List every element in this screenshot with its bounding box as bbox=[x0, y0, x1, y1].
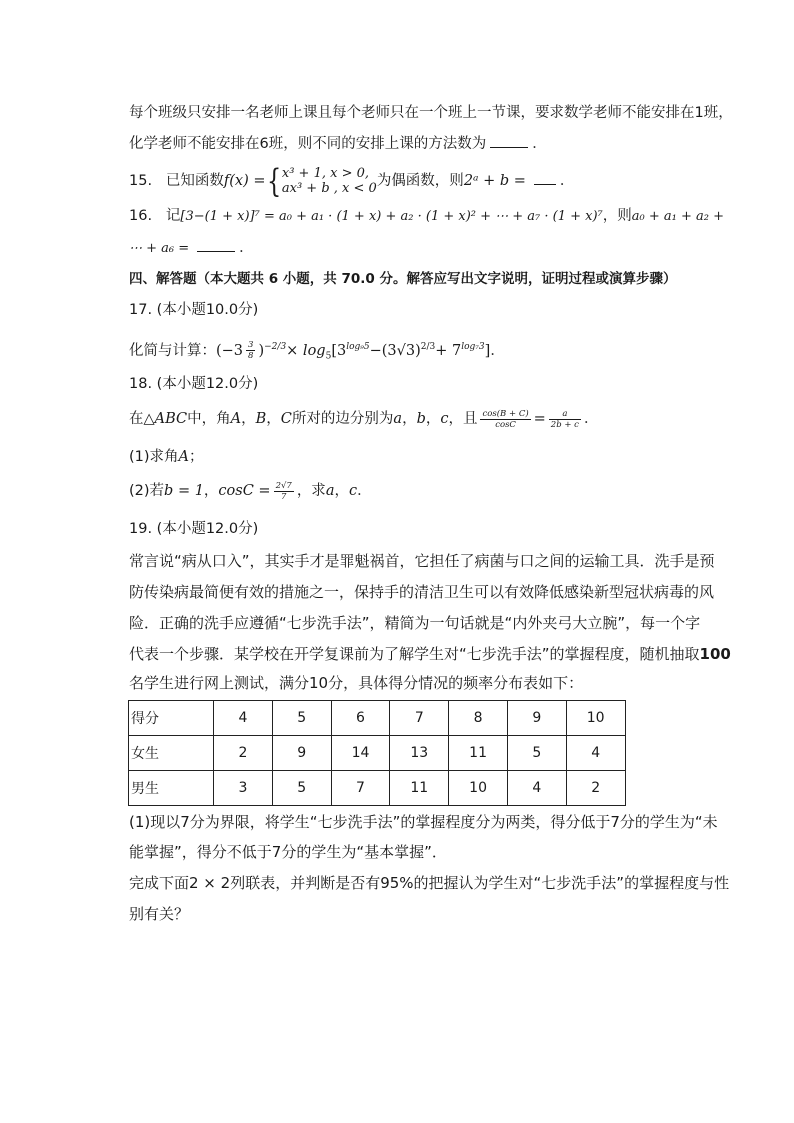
p15-brace: { bbox=[266, 162, 281, 200]
frequency-table-body bbox=[129, 701, 626, 806]
p18-period: ． bbox=[583, 411, 599, 427]
p18-q2-frac-num: 2√7 bbox=[275, 480, 292, 491]
p18-frac2-den: 2b + c bbox=[550, 419, 579, 430]
table-cell: 10 bbox=[566, 701, 625, 736]
p18-frac1-num: cos(B + C) bbox=[482, 408, 529, 419]
p17-expr-g: ] bbox=[484, 342, 491, 359]
p15-period: ． bbox=[559, 173, 575, 189]
table-cell: 3 bbox=[214, 771, 273, 806]
p18-q1-var: A bbox=[178, 449, 190, 465]
p17-expr-b: ) bbox=[258, 342, 265, 359]
table-cell: 7 bbox=[331, 771, 390, 806]
table-cell: 4 bbox=[214, 701, 273, 736]
p18-frac1-den: cosC bbox=[495, 419, 516, 430]
p18-sep: ， bbox=[402, 411, 417, 427]
p18-eq: = bbox=[533, 411, 546, 427]
p17-frac-den: 8 bbox=[248, 351, 254, 362]
p18-var-b: b bbox=[416, 411, 426, 427]
p15-text-pre: 已知函数 bbox=[165, 173, 224, 189]
table-cell: 14 bbox=[331, 736, 390, 771]
p18-frac1 bbox=[480, 409, 530, 430]
table-cell: 5 bbox=[272, 701, 331, 736]
p18-head: 18. (本小题12.0分) bbox=[129, 376, 259, 392]
table-cell: 4 bbox=[566, 736, 625, 771]
p17-sub5: 5 bbox=[325, 351, 332, 362]
p17-expr-e: −(3√3) bbox=[369, 342, 421, 359]
p17-frac-num: 3 bbox=[248, 340, 254, 351]
problem-15 bbox=[129, 164, 574, 198]
p15-expr: 2ᵃ + b = bbox=[463, 173, 526, 189]
p18-var-C: C bbox=[280, 411, 292, 427]
p14-line2-text: 化学老师不能安排在6班，则不同的安排上课的方法数为 bbox=[129, 136, 487, 152]
p18-q2-a: a bbox=[325, 483, 335, 499]
p16-expr1: [3−(1 + x)]⁷ = a₀ + a₁ · (1 + x) + a₂ · (1 + x)² + ⋯ + a₇ · (1 + x)⁷ bbox=[180, 209, 603, 224]
p15-fx: f(x) = bbox=[223, 173, 266, 189]
p18-q1 bbox=[129, 447, 204, 467]
p19-body3: 险．正确的洗手应遵循“七步洗手法”，精简为一句话就是“内外夹弓大立腕”，每一个字 bbox=[129, 614, 701, 632]
p18-q1-end: ； bbox=[189, 449, 204, 465]
p17-exp-c: 2/3 bbox=[420, 342, 436, 352]
p16-period: ． bbox=[239, 240, 254, 256]
table-row bbox=[129, 736, 626, 771]
table-cell: 5 bbox=[507, 736, 566, 771]
p18-statement bbox=[129, 406, 598, 432]
p18-q2 bbox=[129, 478, 372, 504]
table-cell: 2 bbox=[566, 771, 625, 806]
p16-text-pre: 记 bbox=[165, 208, 181, 224]
table-cell: 8 bbox=[449, 701, 508, 736]
p17-period: ． bbox=[490, 342, 505, 359]
p19-body4-num: 100 bbox=[699, 645, 731, 663]
frequency-table bbox=[128, 700, 626, 806]
p18-text-pre: 在 bbox=[129, 411, 144, 427]
p17-frac-3-8 bbox=[246, 340, 255, 361]
table-cell: 11 bbox=[449, 736, 508, 771]
p18-text-mid3: ，且 bbox=[448, 411, 478, 427]
table-row bbox=[129, 701, 626, 736]
p15-cases bbox=[282, 166, 377, 196]
table-cell: 7 bbox=[390, 701, 449, 736]
p19-q1-line1: (1)现以7分为界限，将学生“七步洗手法”的掌握程度分为两类，得分低于7分的学生为“未 bbox=[129, 813, 718, 831]
p14-period: ． bbox=[532, 136, 547, 152]
table-cell: 11 bbox=[390, 771, 449, 806]
table-cell: 4 bbox=[507, 771, 566, 806]
p18-triangle: △ABC bbox=[143, 411, 188, 427]
p15-number: 15. bbox=[129, 173, 153, 189]
p19-body2: 防传染病最简便有效的措施之一，保持手的清洁卫生可以有效降低感染新型冠状病毒的风 bbox=[129, 583, 715, 601]
table-cell: 10 bbox=[449, 771, 508, 806]
answer-blank bbox=[490, 135, 528, 148]
p15-text-mid: 为偶函数，则 bbox=[376, 173, 464, 189]
p17-expression bbox=[129, 334, 505, 360]
p17-expr-d: [3 bbox=[331, 342, 347, 359]
p18-q2-c: c bbox=[348, 483, 358, 499]
p17-exp-a: −2/3 bbox=[264, 342, 287, 352]
problem-16 bbox=[129, 206, 724, 227]
p19-q1-line4: 别有关？ bbox=[129, 905, 190, 923]
answer-blank bbox=[197, 239, 235, 252]
p18-text-mid2: 所对的边分别为 bbox=[291, 411, 394, 427]
p18-var-A: A bbox=[230, 411, 242, 427]
p18-text-mid1: 中，角 bbox=[187, 411, 231, 427]
p19-body4 bbox=[129, 644, 731, 664]
table-cell: 6 bbox=[331, 701, 390, 736]
p17-exp-b: log₉5 bbox=[346, 342, 370, 352]
p17-head: 17. (本小题10.0分) bbox=[129, 302, 259, 318]
problem-16-line2 bbox=[129, 238, 254, 259]
p15-case2: ax³ + b , x < 0 bbox=[281, 181, 377, 196]
p19-body4-text: 代表一个步骤．某学校在开学复课前为了解学生对“七步洗手法”的掌握程度，随机抽取 bbox=[129, 645, 700, 663]
p14-line2 bbox=[129, 134, 547, 154]
table-cell: 5 bbox=[272, 771, 331, 806]
p18-sep: ， bbox=[334, 483, 349, 499]
table-row bbox=[129, 771, 626, 806]
p18-sep: ， bbox=[266, 411, 281, 427]
table-cell: 9 bbox=[507, 701, 566, 736]
p18-q2-b: b = 1 bbox=[164, 483, 204, 499]
p18-frac2-num: a bbox=[549, 409, 581, 420]
p14-line1: 每个班级只安排一名老师上课且每个老师只在一个班上一节课，要求数学老师不能安排在1班， bbox=[129, 105, 733, 121]
p17-expr-a: (−3 bbox=[216, 342, 244, 359]
section-heading: 四、解答题（本大题共 6 小题，共 70.0 分。解答应写出文字说明，证明过程或演算步骤） bbox=[129, 271, 677, 287]
p18-q1-text: (1)求角 bbox=[129, 449, 179, 465]
p17-expr-c: × log bbox=[286, 342, 326, 359]
p18-q2-frac-den: 7 bbox=[280, 491, 287, 502]
p19-q1-line2: 能掌握”，得分不低于7分的学生为“基本掌握”． bbox=[129, 843, 447, 861]
table-row-label: 得分 bbox=[129, 701, 214, 736]
p18-q2-pre: (2)若 bbox=[129, 483, 165, 499]
p19-body1: 常言说“病从口入”，其实手才是罪魁祸首，它担任了病菌与口之间的运输工具．洗手是预 bbox=[129, 552, 715, 570]
p16-text-mid: ，则 bbox=[602, 208, 632, 224]
p19-head: 19. (本小题12.0分) bbox=[129, 521, 259, 537]
table-cell: 13 bbox=[390, 736, 449, 771]
p15-case1: x³ + 1, x > 0, bbox=[281, 166, 370, 181]
p18-q2-text: ，求 bbox=[296, 483, 326, 499]
p18-sep: ， bbox=[425, 411, 441, 427]
table-row-label: 女生 bbox=[129, 736, 214, 771]
p16-line2-expr: ⋯ + a₆ = bbox=[129, 241, 190, 256]
p17-expr-f: + 7 bbox=[435, 342, 462, 359]
p18-sep: ， bbox=[203, 483, 219, 499]
p19-q1-line3: 完成下面2 × 2列联表，并判断是否有95%的把握认为学生对“七步洗手法”的掌握程度与性 bbox=[129, 874, 730, 892]
p18-var-a: a bbox=[393, 411, 403, 427]
p19-body5: 名学生进行网上测试，满分10分，具体得分情况的频率分布表如下： bbox=[129, 674, 584, 692]
p18-var-B: B bbox=[255, 411, 267, 427]
p18-frac2 bbox=[549, 409, 581, 430]
p17-exp-d: log₇3 bbox=[461, 342, 485, 352]
table-cell: 9 bbox=[272, 736, 331, 771]
answer-blank bbox=[534, 172, 556, 185]
p18-q2-cos: cosC = bbox=[218, 483, 271, 499]
p18-q2-end: ． bbox=[357, 483, 372, 499]
table-row-label: 男生 bbox=[129, 771, 214, 806]
p18-q2-frac bbox=[274, 481, 294, 502]
p17-text-pre: 化简与计算： bbox=[129, 342, 216, 359]
p16-expr2: a₀ + a₁ + a₂ + bbox=[631, 209, 725, 224]
p16-number: 16. bbox=[129, 208, 153, 224]
p18-sep: ， bbox=[241, 411, 256, 427]
p18-var-c: c bbox=[440, 411, 449, 427]
table-cell: 2 bbox=[214, 736, 273, 771]
